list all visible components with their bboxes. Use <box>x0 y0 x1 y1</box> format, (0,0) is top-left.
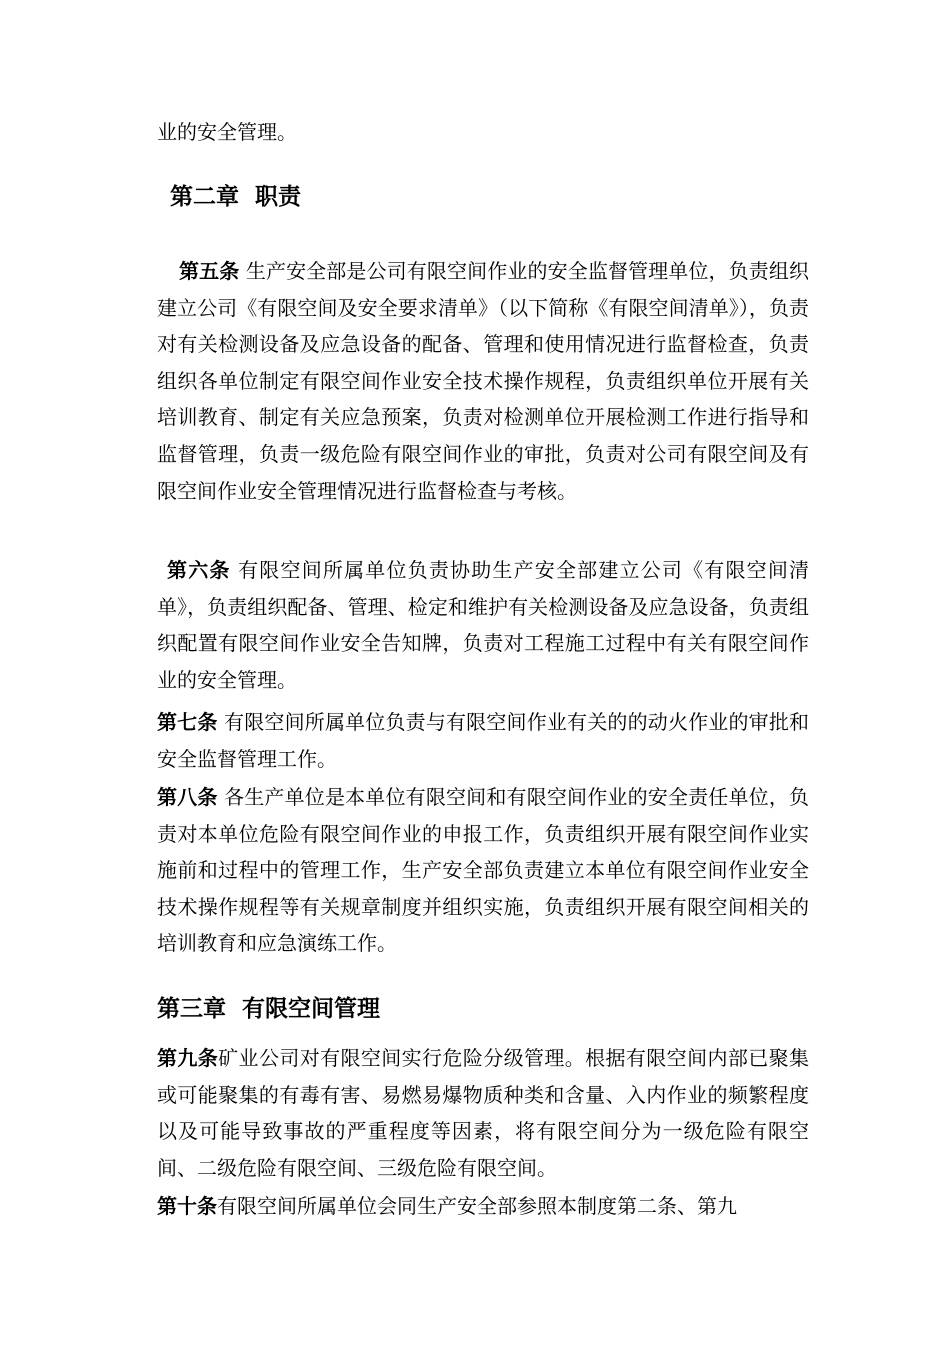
article-7-paragraph <box>157 704 809 777</box>
chapter-2-title: 第二章 职责 <box>170 184 302 210</box>
article-9-paragraph <box>157 1040 809 1186</box>
article-6-paragraph <box>157 552 809 698</box>
article-8-number: 第八条 <box>157 785 218 809</box>
article-9-number: 第九条 <box>157 1046 219 1070</box>
article-7-number: 第七条 <box>157 710 218 734</box>
article-10-number: 第十条 <box>157 1194 217 1218</box>
chapter-3-title: 第三章 有限空间管理 <box>157 996 381 1022</box>
article-6-text: 有限空间所属单位负责协助生产安全部建立公司《有限空间清单》，负责组织配备、管理、检定和维护有关检测设备及应急设备，负责组织配置有限空间作业安全告知牌，负责对工程施工过程中有关有限空间作业的安全管理。 <box>157 558 810 692</box>
article-10-text: 有限空间所属单位会同生产安全部参照本制度第二条、第九 <box>217 1194 737 1218</box>
article-6-number: 第六条 <box>167 558 231 582</box>
article-5-number: 第五条 <box>179 259 240 283</box>
article-8-paragraph <box>157 779 809 962</box>
article-8-text: 各生产单位是本单位有限空间和有限空间作业的安全责任单位，负责对本单位危险有限空间作业的申报工作，负责组织开展有限空间作业实施前和过程中的管理工作，生产安全部负责建立本单位有限空间作业安全技术操作规程等有关规章制度并组织实施，负责组织开展有限空间相关的培训教育和应急演练工作。 <box>157 785 810 956</box>
article-10-paragraph <box>157 1188 809 1225</box>
intro-tail-paragraph: 业的安全管理。 <box>157 120 297 144</box>
article-9-text: 矿业公司对有限空间实行危险分级管理。根据有限空间内部已聚集或可能聚集的有毒有害、易燃易爆物质种类和含量、入内作业的频繁程度以及可能导致事故的严重程度等因素，将有限空间分为一级危险有限空间、二级危险有限空间、三级危险有限空间。 <box>157 1046 810 1180</box>
article-5-text: 生产安全部是公司有限空间作业的安全监督管理单位，负责组织建立公司《有限空间及安全要求清单》（以下简称《有限空间清单》），负责对有关检测设备及应急设备的配备、管理和使用情况进行监督检查，负责组织各单位制定有限空间作业安全技术操作规程，负责组织单位开展有关培训教育、制定有关应急预案，负责对检测单位开展检测工作进行指导和监督管理，负责一级危险有限空间作业的审批，负责对公司有限空间及有限空间作业安全管理情况进行监督检查与考核。 <box>157 259 810 503</box>
article-5-paragraph <box>157 253 809 509</box>
article-7-text: 有限空间所属单位负责与有限空间作业有关的的动火作业的审批和安全监督管理工作。 <box>157 710 810 771</box>
